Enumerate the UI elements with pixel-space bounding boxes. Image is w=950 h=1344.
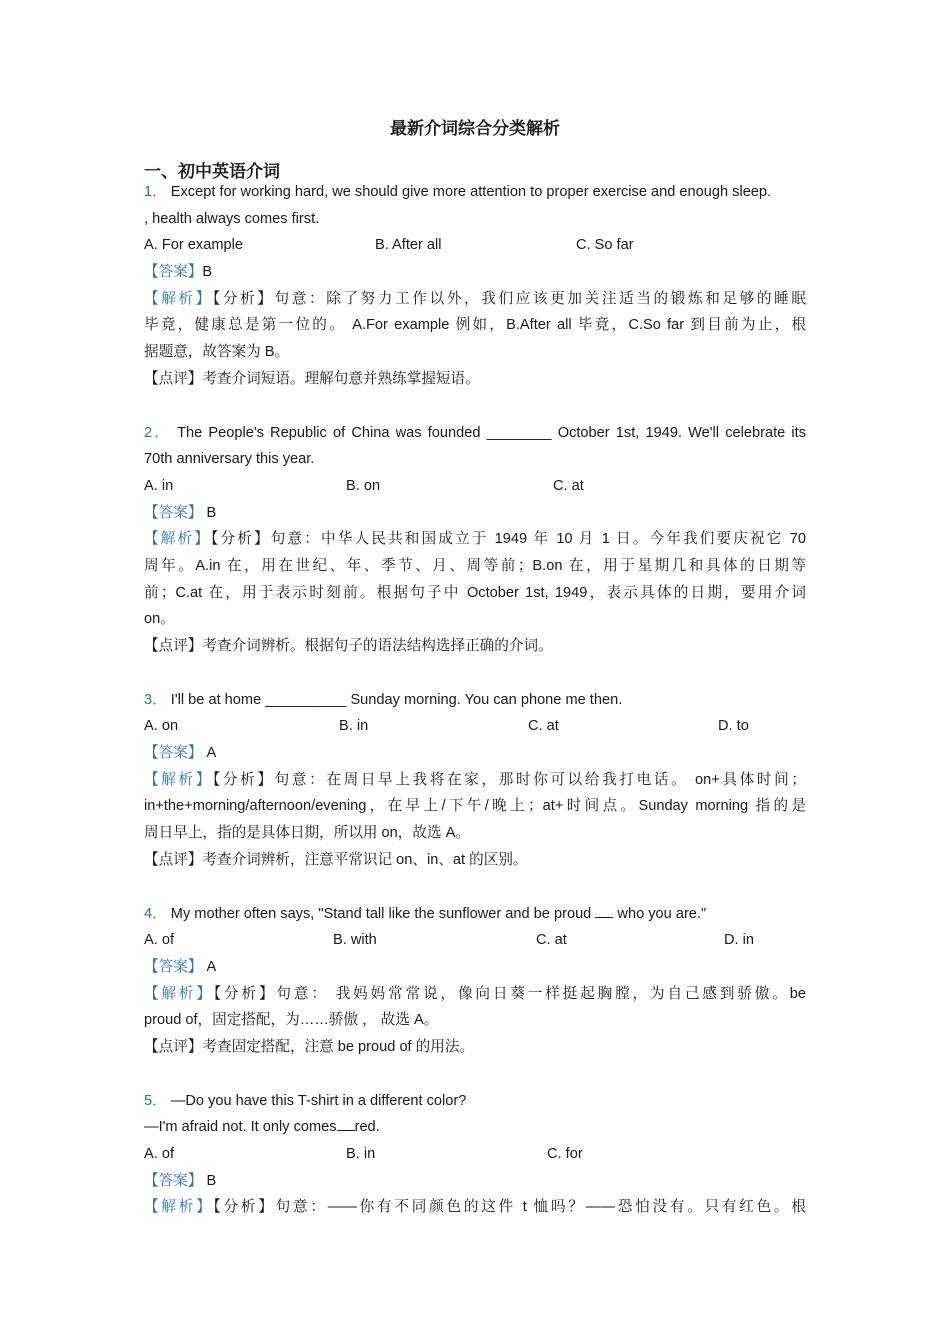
question-number: 4． <box>144 905 167 922</box>
analysis-text: 周日早上，指的是具体日期，所以用 on，故选 A。 <box>144 825 470 842</box>
section-heading: 一、初中英语介词 <box>144 162 280 181</box>
question-3 <box>144 687 806 874</box>
options-row <box>144 927 806 954</box>
blank-underline <box>595 903 613 918</box>
option-c: C. So far <box>576 237 634 254</box>
dialogue-line: —Do you have this T-shirt in a different color? <box>170 1092 467 1109</box>
question-stem: My mother often says, "Stand tall like the sunflower and be proud <box>170 905 596 922</box>
answer-tag: 【答案】 <box>144 1172 203 1189</box>
analysis-text: 毕竟，健康总是第一位的。 A.For example 例如，B.After all 毕竟，C.So far 到目前为止，根 <box>144 317 806 334</box>
option-a: A. on <box>144 718 179 735</box>
option-c: C. at <box>536 932 567 949</box>
option-a: A. in <box>144 477 174 494</box>
blank-underline <box>337 1116 355 1131</box>
options-row <box>144 713 806 740</box>
question-stem: , health always comes first. <box>144 210 320 227</box>
option-b: B. with <box>333 932 377 949</box>
answer-value: A <box>206 745 217 762</box>
answer-tag: 【答案】 <box>144 264 203 281</box>
answer-tag: 【答案】 <box>144 504 203 521</box>
option-b: B. on <box>346 477 381 494</box>
question-stem: I'll be at home __________ Sunday morning. You can phone me then. <box>170 691 623 708</box>
question-number: 5． <box>144 1092 167 1109</box>
options-row <box>144 232 806 259</box>
analysis-tag: 【解析】 <box>144 531 212 548</box>
question-5 <box>144 1088 806 1221</box>
option-b: B. in <box>339 718 369 735</box>
analysis-text: proud of，固定搭配，为……骄傲 ， 故选 A。 <box>144 1012 439 1029</box>
question-1 <box>144 179 806 393</box>
option-a: A. of <box>144 932 175 949</box>
question-stem: The People's Republic of China was founded ________ October 1st, 1949. We'll celebrate its <box>177 424 806 441</box>
answer-value: A <box>206 958 217 975</box>
answer-value: B <box>206 504 217 521</box>
page-title: 最新介词综合分类解析 <box>390 119 560 138</box>
document-body <box>144 179 806 1248</box>
dialogue-line: red. <box>354 1119 380 1136</box>
analysis-text: 【分析】句意：在周日早上我将在家，那时你可以给我打电话。 on+具体时间； <box>212 771 806 788</box>
option-b: B. in <box>346 1146 376 1162</box>
answer-value: B <box>206 1172 217 1189</box>
comment-text: 【点评】考查介词短语。理解句意并熟练掌握短语。 <box>144 370 480 387</box>
analysis-text: 【分析】句意：中华人民共和国成立于 1949 年 10 月 1 日。今年我们要庆祝它 70 <box>211 531 806 548</box>
analysis-text: 前；C.at 在，用于表示时刻前。根据句子中 October 1st, 1949，表示具体的日期，要用介词 <box>144 584 806 601</box>
option-a: A. of <box>144 1146 175 1162</box>
question-stem: who you are." <box>613 905 707 922</box>
answer-tag: 【答案】 <box>144 745 203 762</box>
question-stem: 70th anniversary this year. <box>144 451 315 468</box>
dialogue-line: —I'm afraid not. It only comes <box>144 1119 337 1136</box>
comment-text: 【点评】考查介词辨析，注意平常识记 on、in、at 的区别。 <box>144 851 528 868</box>
analysis-text: 【分析】句意：除了努力工作以外，我们应该更加关注适当的锻炼和足够的睡眠 <box>212 290 806 307</box>
answer-value: B <box>202 264 213 281</box>
analysis-text: 【分析】句意： 我妈妈常常说，像向日葵一样挺起胸膛，为自己感到骄傲。be <box>213 985 806 1002</box>
question-4 <box>144 901 806 1061</box>
options-row <box>144 473 806 500</box>
analysis-text: in+the+morning/afternoon/evening，在早上/下午/晚上；at+时间点。Sunday morning 指的是 <box>144 798 806 815</box>
analysis-text: 据题意，故答案为 B。 <box>144 344 290 361</box>
option-c: C. at <box>553 477 584 494</box>
analysis-tag: 【解析】 <box>144 1199 214 1216</box>
answer-tag: 【答案】 <box>144 958 203 975</box>
question-number: 3． <box>144 691 167 708</box>
option-c: C. at <box>528 718 559 735</box>
analysis-tag: 【解析】 <box>144 985 214 1002</box>
option-b: B. After all <box>375 237 442 254</box>
question-stem: Except for working hard, we should give more attention to proper exercise and enough sleep. <box>170 184 772 200</box>
option-d: D. in <box>724 932 755 949</box>
question-2 <box>144 420 806 660</box>
option-a: A. For example <box>144 237 243 254</box>
analysis-text: on。 <box>144 611 175 628</box>
analysis-tag: 【解析】 <box>144 290 213 307</box>
question-number: 1． <box>144 184 167 200</box>
analysis-text: 周年。A.in 在，用在世纪、年、季节、月、周等前；B.on 在，用于星期几和具体的日期等 <box>144 557 806 574</box>
question-number: 2． <box>144 424 171 441</box>
analysis-tag: 【解析】 <box>144 771 213 788</box>
analysis-text: 【分析】句意：——你有不同颜色的这件 t 恤吗？——恐怕没有。只有红色。根 <box>213 1199 806 1216</box>
option-d: D. to <box>718 718 749 735</box>
option-c: C. for <box>547 1146 583 1162</box>
comment-text: 【点评】考查固定搭配，注意 be proud of 的用法。 <box>144 1038 475 1055</box>
comment-text: 【点评】考查介词辨析。根据句子的语法结构选择正确的介词。 <box>144 638 553 654</box>
options-row <box>144 1141 806 1168</box>
